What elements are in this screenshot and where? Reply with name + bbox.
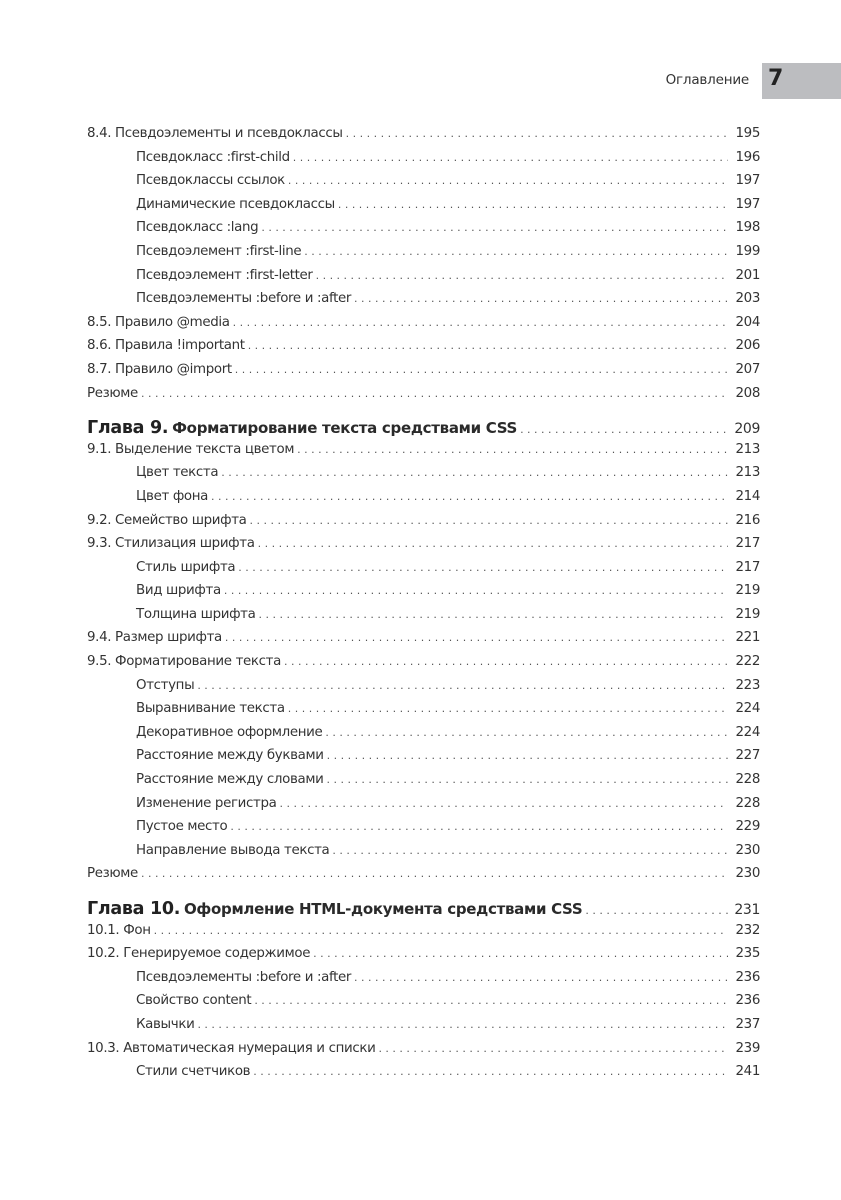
toc-subsection-entry[interactable] [87, 678, 760, 702]
toc-subsection-entry[interactable] [87, 197, 760, 221]
toc-subsection-entry[interactable] [87, 701, 760, 725]
toc-subsection-entry[interactable] [87, 173, 760, 197]
toc-entry-label: Резюме [87, 385, 138, 401]
toc-subsection-entry[interactable] [87, 748, 760, 772]
dot-leader [332, 844, 728, 857]
toc-entry-label: 8.4. Псевдоэлементы и псевдоклассы [87, 126, 343, 141]
toc-page-number: 213 [735, 441, 760, 457]
dot-leader [254, 994, 728, 1007]
toc-subsection-entry[interactable] [87, 244, 760, 268]
dot-leader [325, 726, 728, 739]
toc-section-entry[interactable] [87, 536, 760, 560]
toc-chapter-entry[interactable] [87, 899, 760, 923]
toc-page-number: 214 [735, 488, 760, 504]
dot-leader [197, 1018, 728, 1031]
dot-leader [520, 423, 728, 436]
dot-leader [378, 1042, 728, 1055]
toc-subsection-entry[interactable] [87, 819, 760, 843]
dot-leader [141, 867, 728, 880]
toc-subsection-entry[interactable] [87, 560, 760, 584]
toc-subsection-entry[interactable] [87, 1064, 760, 1088]
toc-page-number: 222 [735, 654, 760, 670]
toc-section-entry[interactable] [87, 513, 760, 537]
toc-page-number: 221 [735, 630, 760, 646]
toc-section-entry[interactable] [87, 362, 760, 386]
toc-entry-label: Декоративное оформление [136, 724, 323, 740]
toc-entry-label: 9.2. Семейство шрифта [87, 512, 247, 528]
toc-entry-label: Кавычки [136, 1016, 195, 1032]
dot-leader [197, 679, 728, 692]
toc-entry-label: Псевдокласс :lang [136, 220, 259, 236]
toc-page-number: 223 [735, 677, 760, 693]
toc-page-number: 224 [735, 701, 760, 717]
toc-entry-label: Стили счетчиков [136, 1064, 251, 1080]
toc-entry-label: Толщина шрифта [136, 606, 256, 622]
toc-entry-label: Динамические псевдоклассы [136, 196, 335, 212]
toc-subsection-entry[interactable] [87, 607, 760, 631]
running-header-title: Оглавление [665, 72, 749, 88]
toc-entry-label: Расстояние между словами [136, 772, 324, 788]
dot-leader [250, 514, 728, 527]
toc-page-number: 213 [735, 465, 760, 481]
dot-leader [326, 773, 728, 786]
dot-leader [297, 443, 728, 456]
toc-section-entry[interactable] [87, 630, 760, 654]
toc-page-number: 197 [735, 173, 760, 189]
toc-page-number: 231 [734, 902, 760, 918]
toc-subsection-entry[interactable] [87, 725, 760, 749]
toc-page-number: 217 [735, 536, 760, 552]
toc-entry-label: 9.4. Размер шрифта [87, 630, 222, 646]
toc-page-number: 219 [735, 583, 760, 599]
toc-entry-label: Псевдоэлементы :before и :after [136, 291, 352, 307]
toc-page-number: 199 [735, 243, 760, 259]
dot-leader [354, 971, 728, 984]
toc-page-number: 206 [735, 338, 760, 354]
toc-entry-label: 8.6. Правила !important [87, 338, 245, 354]
toc-page-number: 217 [735, 559, 760, 575]
toc-section-entry[interactable] [87, 386, 760, 410]
toc-subsection-entry[interactable] [87, 843, 760, 867]
toc-page-number: 207 [735, 361, 760, 377]
table-of-contents [87, 126, 760, 1088]
dot-leader [288, 702, 728, 715]
toc-entry-label: 9.5. Форматирование текста [87, 654, 281, 670]
toc-page-number: 196 [735, 149, 760, 165]
dot-leader [225, 631, 728, 644]
dot-leader [233, 316, 728, 329]
toc-page-number: 203 [735, 291, 760, 307]
chapter-number: Глава 10. [87, 899, 181, 919]
toc-page-number: 197 [735, 196, 760, 212]
toc-entry-label: 8.7. Правило @import [87, 361, 232, 377]
toc-entry-label: Псевдоэлемент :first-letter [136, 267, 313, 283]
toc-entry-label: Псевдокласс :first-child [136, 149, 290, 165]
toc-entry-label: Направление вывода текста [136, 842, 330, 858]
toc-entry-label: Изменение регистра [136, 795, 277, 811]
toc-page-number: 195 [735, 126, 760, 141]
toc-entry-label: Выравнивание текста [136, 701, 285, 717]
toc-entry-label: Псевдоэлемент :first-line [136, 243, 302, 259]
toc-page-number: 236 [735, 969, 760, 985]
toc-entry-label: Отступы [136, 677, 195, 693]
toc-page-number: 232 [735, 922, 760, 938]
toc-subsection-entry[interactable] [87, 1017, 760, 1041]
toc-entry-label: 9.1. Выделение текста цветом [87, 441, 295, 457]
page-number-tab [762, 63, 841, 99]
toc-page-number: 239 [735, 1040, 760, 1056]
dot-leader [253, 1065, 728, 1078]
toc-entry-label: 9.3. Стилизация шрифта [87, 536, 255, 552]
dot-leader [288, 174, 728, 187]
toc-section-entry[interactable] [87, 126, 760, 150]
dot-leader [230, 820, 728, 833]
toc-subsection-entry[interactable] [87, 489, 760, 513]
toc-entry-label: Свойство content [136, 993, 252, 1009]
dot-leader [354, 292, 728, 305]
toc-entry-label: Стиль шрифта [136, 559, 236, 575]
toc-page-number: 230 [735, 842, 760, 858]
toc-page-number: 228 [735, 772, 760, 788]
toc-entry-label [87, 418, 520, 438]
chapter-title: Форматирование текста средствами CSS [172, 419, 518, 438]
dot-leader [284, 655, 728, 668]
dot-leader [224, 584, 728, 597]
toc-page-number: 219 [735, 606, 760, 622]
toc-entry-label: Цвет текста [136, 465, 219, 481]
toc-entry-label [87, 899, 585, 919]
dot-leader [293, 151, 728, 164]
toc-entry-label: Резюме [87, 866, 138, 882]
toc-section-entry[interactable] [87, 923, 760, 947]
toc-subsection-entry[interactable] [87, 291, 760, 315]
dot-leader [235, 363, 728, 376]
chapter-title: Оформление HTML-документа средствами CSS [183, 900, 583, 918]
dot-leader [279, 797, 728, 810]
toc-section-entry[interactable] [87, 338, 760, 362]
toc-page-number: 216 [735, 512, 760, 528]
dot-leader [221, 466, 728, 479]
toc-section-entry[interactable] [87, 315, 760, 339]
toc-entry-label: Вид шрифта [136, 583, 221, 599]
toc-section-entry[interactable] [87, 654, 760, 678]
toc-entry-label: Псевдоклассы ссылок [136, 173, 285, 189]
toc-chapter-entry[interactable] [87, 418, 760, 442]
dot-leader [261, 221, 728, 234]
toc-subsection-entry[interactable] [87, 268, 760, 292]
toc-page-number: 208 [735, 385, 760, 401]
toc-page-number: 237 [735, 1016, 760, 1032]
toc-entry-label: 10.3. Автоматическая нумерация и списки [87, 1040, 376, 1056]
toc-page-number: 198 [735, 220, 760, 236]
toc-section-entry[interactable] [87, 866, 760, 890]
toc-page-number: 201 [735, 267, 760, 283]
toc-section-entry[interactable] [87, 946, 760, 970]
chapter-number: Глава 9. [87, 418, 169, 439]
toc-entry-label: Псевдоэлементы :before и :after [136, 969, 352, 985]
toc-page-number: 204 [735, 314, 760, 330]
toc-page-number: 227 [735, 748, 760, 764]
toc-subsection-entry[interactable] [87, 772, 760, 796]
dot-leader [248, 339, 728, 352]
toc-page-number: 228 [735, 795, 760, 811]
toc-page-number: 230 [735, 866, 760, 882]
dot-leader [313, 947, 728, 960]
toc-subsection-entry[interactable] [87, 796, 760, 820]
toc-page-number: 209 [734, 421, 760, 438]
toc-entry-label: 10.1. Фон [87, 922, 151, 938]
toc-page-number: 229 [735, 819, 760, 835]
toc-subsection-entry[interactable] [87, 465, 760, 489]
dot-leader [141, 387, 728, 400]
dot-leader [327, 749, 728, 762]
dot-leader [585, 904, 728, 917]
toc-subsection-entry[interactable] [87, 993, 760, 1017]
toc-subsection-entry[interactable] [87, 220, 760, 244]
page-number: 7 [768, 66, 784, 91]
toc-page-number: 224 [735, 724, 760, 740]
toc-entry-label: Пустое место [136, 819, 228, 835]
toc-subsection-entry[interactable] [87, 970, 760, 994]
toc-entry-label: 8.5. Правило @media [87, 314, 230, 330]
dot-leader [258, 537, 728, 550]
toc-section-entry[interactable] [87, 442, 760, 466]
dot-leader [211, 490, 728, 503]
dot-leader [316, 269, 728, 282]
toc-page-number: 236 [735, 993, 760, 1009]
dot-leader [304, 245, 728, 258]
dot-leader [154, 924, 728, 937]
toc-entry-label: 10.2. Генерируемое содержимое [87, 946, 311, 962]
toc-page-number: 241 [735, 1064, 760, 1080]
dot-leader [346, 127, 728, 140]
toc-section-entry[interactable] [87, 1041, 760, 1065]
toc-subsection-entry[interactable] [87, 583, 760, 607]
toc-entry-label: Расстояние между буквами [136, 748, 324, 764]
toc-entry-label: Цвет фона [136, 488, 209, 504]
dot-leader [258, 608, 728, 621]
dot-leader [238, 561, 728, 574]
toc-page-number: 235 [735, 946, 760, 962]
dot-leader [338, 198, 728, 211]
running-header [0, 63, 841, 99]
toc-subsection-entry[interactable] [87, 150, 760, 174]
